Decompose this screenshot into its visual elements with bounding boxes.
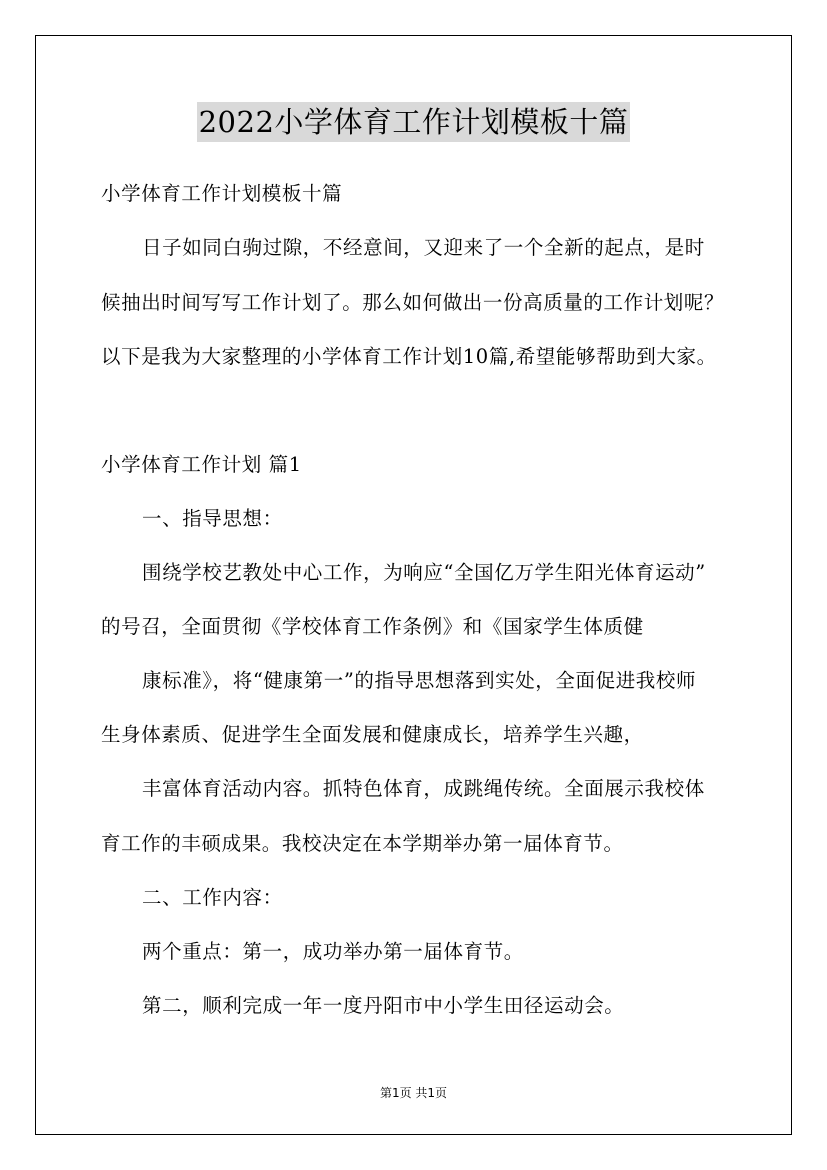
intro-line-2: 候抽出时间写写工作计划了。那么如何做出一份高质量的工作计划呢？ [101,291,725,314]
page-footer: 第1页 共1页 [379,1086,448,1100]
intro-line-3: 以下是我为大家整理的小学体育工作计划10篇,希望能够帮助到大家。 [101,345,717,368]
part1-heading: 一、指导思想： [142,507,283,530]
part1-line-4: 生身体素质、促进学生全面发展和健康成长，培养学生兴趣， [101,723,644,746]
part1-line-1: 围绕学校艺教处中心工作，为响应“全国亿万学生阳光体育运动” [142,561,706,584]
section-heading: 小学体育工作计划 篇1 [101,453,302,476]
part1-line-2: 的号召，全面贯彻《学校体育工作条例》和《国家学生体质健 [101,615,644,638]
part1-line-5: 丰富体育活动内容。抓特色体育，成跳绳传统。全面展示我校体 [142,777,705,800]
part1-line-6: 育工作的丰硕成果。我校决定在本学期举办第一届体育节。 [101,832,624,855]
part2-line-1: 两个重点：第一，成功举办第一届体育节。 [142,940,524,963]
part1-line-3: 康标准》，将“健康第一”的指导思想落到实处，全面促进我校师 [142,669,697,692]
document-title-text: 2022小学体育工作计划模板十篇 [197,102,631,142]
part2-heading: 二、工作内容： [142,886,283,909]
part2-line-2: 第二，顺利完成一年一度丹阳市中小学生田径运动会。 [142,994,625,1017]
intro-line-1: 日子如同白驹过隙，不经意间，又迎来了一个全新的起点，是时 [142,236,705,259]
document-subtitle: 小学体育工作计划模板十篇 [101,182,343,205]
document-title [0,102,827,142]
